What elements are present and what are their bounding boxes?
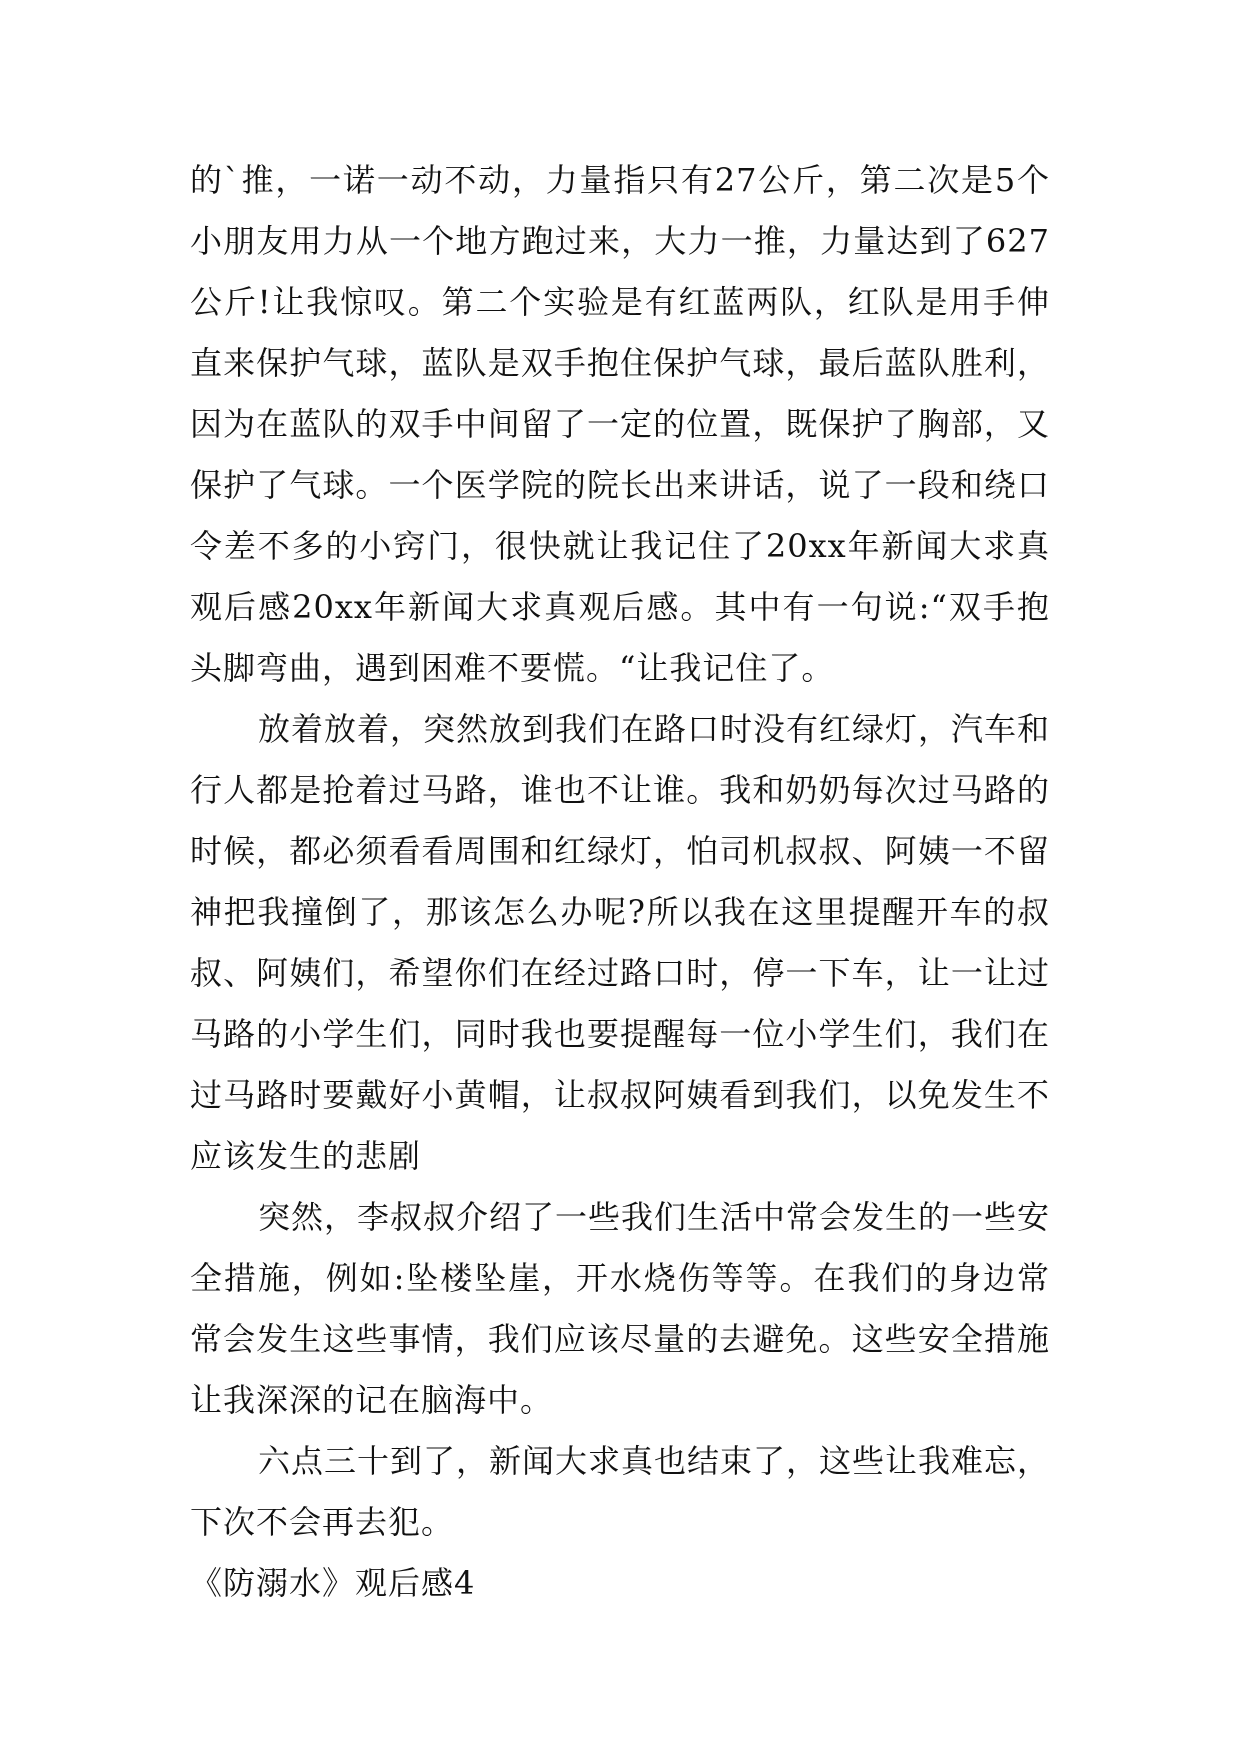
paragraph-1: 的`推，一诺一动不动，力量指只有27公斤，第二次是5个小朋友用力从一个地方跑过来，大力一推，力量达到了627公斤!让我惊叹。第二个实验是有红蓝两队，红队是用手伸直来保护气球，蓝队是双手抱住保护气球，最后蓝队胜利，因为在蓝队的双手中间留了一定的位置，既保护了胸部，又保护了气球。一个医学院的院长出来讲话，说了一段和绕口令差不多的小窍门，很快就让我记住了20xx年新闻大求真观后感20xx年新闻大求真观后感。其中有一句说:“双手抱头脚弯曲，遇到困难不要慌。“让我记住了。 xyxy=(190,161,1050,687)
paragraph-2: 放着放着，突然放到我们在路口时没有红绿灯，汽车和行人都是抢着过马路，谁也不让谁。我和奶奶每次过马路的时候，都必须看看周围和红绿灯，怕司机叔叔、阿姨一不留神把我撞倒了，那该怎么办呢?所以我在这里提醒开车的叔叔、阿姨们，希望你们在经过路口时，停一下车，让一让过马路的小学生们，同时我也要提醒每一位小学生们，我们在过马路时要戴好小黄帽，让叔叔阿姨看到我们，以免发生不应该发生的悲剧 xyxy=(190,710,1051,1175)
paragraph-4: 六点三十到了，新闻大求真也结束了，这些让我难忘，下次不会再去犯。 xyxy=(190,1442,1051,1541)
paragraph-3: 突然，李叔叔介绍了一些我们生活中常会发生的一些安全措施，例如:坠楼坠崖，开水烧伤等等。在我们的身边常常会发生这些事情，我们应该尽量的去避免。这些安全措施让我深深的记在脑海中。 xyxy=(190,1198,1051,1419)
section-heading: 《防溺水》观后感4 xyxy=(190,1564,476,1602)
document-body xyxy=(190,150,1050,1614)
